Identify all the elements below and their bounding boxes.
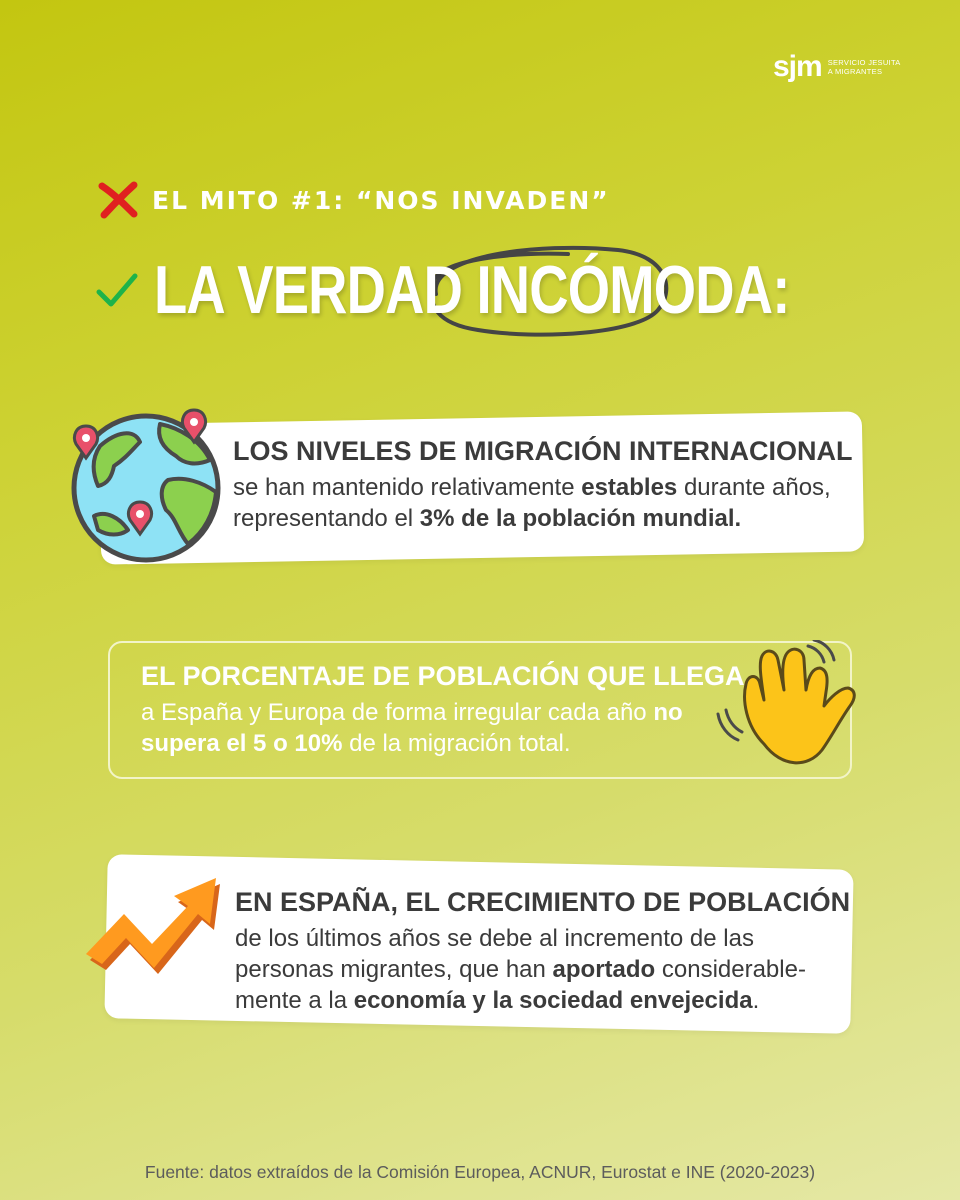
sjm-logo [773, 52, 908, 82]
truth-label-start: LA VERDAD [154, 252, 477, 328]
fact-text-irregular-arrivals [141, 659, 745, 759]
truth-label-end: : [772, 252, 790, 328]
fact-text-population-growth [235, 885, 851, 1016]
fact-body: de los últimos años se debe al incremento de las personas migrantes, que han aportado considerable-mente a la economía y la sociedad envejecida. [235, 925, 806, 1014]
logo-tagline-line-1: SERVICIO JESUITA [827, 58, 901, 67]
myth-label: EL MITO #1: “NOS INVADEN” [152, 185, 610, 215]
fact-body: a España y Europa de forma irregular cada año no supera el 5 o 10% de la migración total. [141, 699, 683, 757]
truth-label-circled: INCÓMODA [476, 252, 773, 328]
fact-heading: EL PORCENTAJE DE POBLACIÓN QUE LLEGA [141, 661, 745, 691]
myth-heading [96, 180, 610, 220]
logo-tagline-line-2: A MIGRANTES [827, 67, 883, 76]
globe-icon [68, 406, 228, 566]
fact-heading: EN ESPAÑA, EL CRECIMIENTO DE POBLACIÓN [235, 887, 851, 917]
fact-heading: LOS NIVELES DE MIGRACIÓN INTERNACIONAL [233, 436, 853, 466]
fact-text-migration-levels [233, 434, 853, 534]
truth-heading [94, 252, 948, 328]
check-icon [94, 270, 140, 310]
logo-tagline [828, 58, 908, 76]
truth-label [154, 252, 790, 328]
waving-hand-icon [712, 640, 862, 780]
logo-mark: sjm [773, 50, 822, 83]
fact-body: se han mantenido relativamente estables durante años, representando el 3% de la población mundial. [233, 474, 831, 532]
growth-arrow-icon [82, 870, 232, 1000]
source-note: Fuente: datos extraídos de la Comisión Europea, ACNUR, Eurostat e INE (2020-2023) [144, 1162, 816, 1182]
cross-icon [96, 180, 140, 220]
